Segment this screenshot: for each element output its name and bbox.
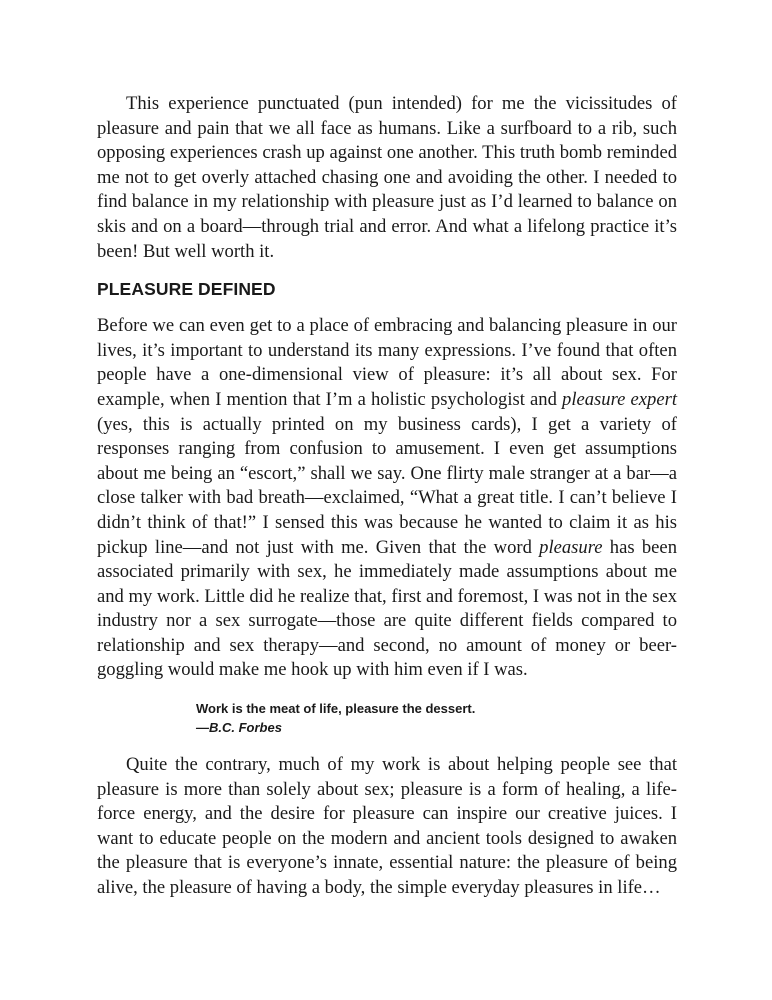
section-heading: PLEASURE DEFINED bbox=[97, 279, 276, 300]
paragraph-text-part-1: Before we can even get to a place of embracing and balancing pleasure in our lives, it’s important to understand its many expressions. I’ve found that often people have a one-dimensional view of pleasure: it’s all about sex. For example, when I mention that I’m a holistic psychologist and bbox=[97, 315, 677, 410]
paragraph-text-part-2: (yes, this is actually printed on my business cards), I get a variety of responses ranging from confusion to amusement. I even get assumptions about me being an “escort,” shall we say. One flirty male stranger at a bar—a close talker with bad breath—exclaimed, “What a great title. I can’t believe I didn’t think of that!” I sensed this was because he wanted to claim it as his pickup line—and not just with me. Given that the word bbox=[97, 413, 677, 558]
quote-text: Work is the meat of life, pleasure the dessert. bbox=[196, 701, 476, 717]
paragraph-text-part-3: has been associated primarily with sex, he immediately made assumptions about me and my work. Little did he realize that, first and foremost, I was not in the sex industry nor a sex surrogate—those are quite different fields compared to relationship and sex therapy—and second, no amount of money or beer-goggling would make me hook up with him even if I was. bbox=[97, 536, 677, 681]
paragraph-text: This experience punctuated (pun intended) for me the vicissitudes of pleasure and pain that we all face as humans. Like a surfboard to a rib, such opposing experiences crash up against one another. This truth bomb reminded me not to get overly attached chasing one and avoiding the other. I needed to find balance in my relationship with pleasure just as I’d learned to balance on skis and on a board—through trial and error. And what a lifelong practice it’s been! But well worth it. bbox=[97, 93, 677, 262]
paragraph-surfboard bbox=[97, 92, 677, 264]
epigraph-quote bbox=[196, 699, 677, 737]
paragraph-text: Quite the contrary, much of my work is about helping people see that pleasure is more than solely about sex; pleasure is a form of healing, a life-force energy, and the desire for pleasure can inspire our creative juices. I want to educate people on the modern and ancient tools designed to awaken the pleasure that is everyone’s innate, essential nature: the pleasure of being alive, the pleasure of having a body, the simple everyday pleasures in life… bbox=[97, 754, 677, 899]
paragraph-quite-the-contrary bbox=[97, 753, 677, 901]
book-page bbox=[97, 92, 677, 901]
quote-attribution: —B.C. Forbes bbox=[196, 720, 282, 736]
paragraph-pleasure-defined bbox=[97, 314, 677, 683]
emphasis-pleasure: pleasure bbox=[539, 536, 603, 558]
emphasis-pleasure-expert: pleasure expert bbox=[562, 388, 677, 410]
